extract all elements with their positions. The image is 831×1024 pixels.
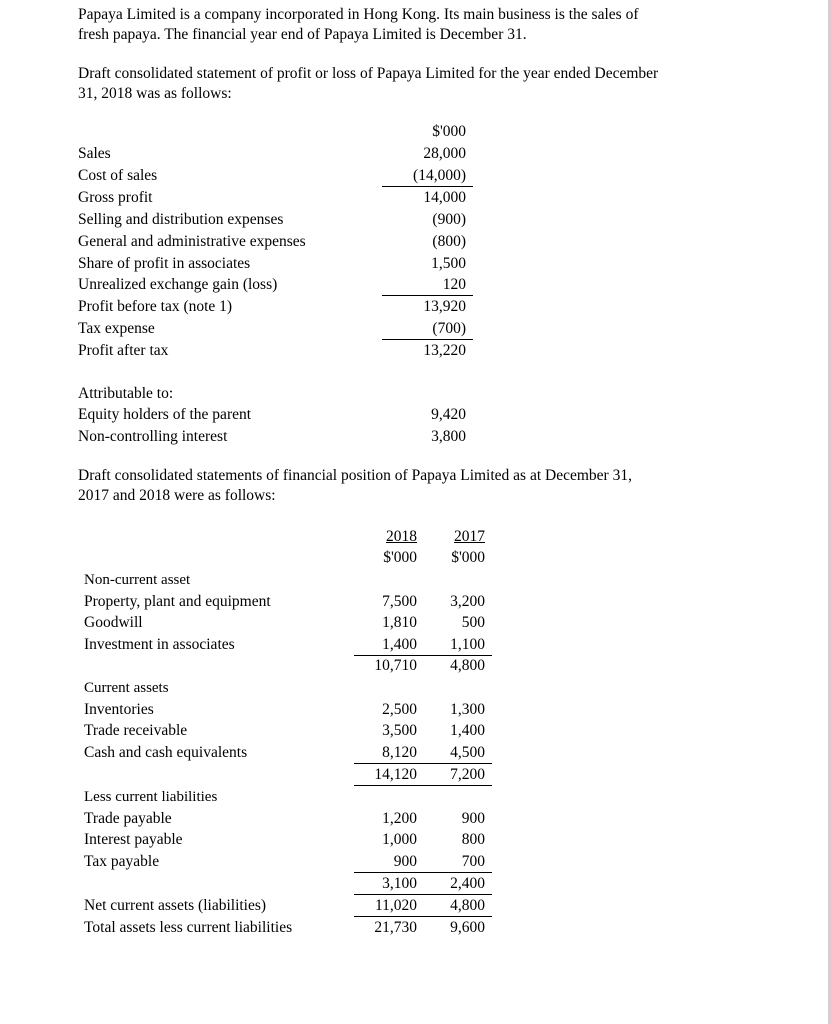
ca-label-cash: Cash and cash equivalents xyxy=(84,744,248,761)
attrib-label-nci: Non-controlling interest xyxy=(78,428,228,445)
pl-value-profit-after-tax: 13,220 xyxy=(423,342,466,359)
pl-label-gross-profit: Gross profit xyxy=(78,189,153,206)
cl-2017-tax-payable: 700 xyxy=(461,853,485,870)
fp-heading xyxy=(78,466,728,506)
attrib-value-parent: 9,420 xyxy=(431,406,466,423)
nca-2018-goodwill: 1,810 xyxy=(382,614,417,631)
attrib-value-nci: 3,800 xyxy=(431,428,466,445)
ca-2017-total: 7,200 xyxy=(450,766,485,783)
pl-label-cost-of-sales: Cost of sales xyxy=(78,167,158,184)
ca-label-receivable: Trade receivable xyxy=(84,722,188,739)
ca-2017-inventories: 1,300 xyxy=(450,701,485,718)
pl-subtotal-rule xyxy=(382,186,473,187)
nca-label-goodwill: Goodwill xyxy=(84,614,143,631)
nca-2018-associates: 1,400 xyxy=(382,636,417,653)
pl-label-exchange-gain: Unrealized exchange gain (loss) xyxy=(78,276,278,293)
ca-total-rule xyxy=(354,763,492,764)
pl-heading-line-1: Draft consolidated statement of profit or loss of Papaya Limited for the year ended December xyxy=(78,65,659,82)
ca-total-underline xyxy=(354,785,492,786)
nca-2017-associates: 1,100 xyxy=(450,636,485,653)
pl-unit-header: $'000 xyxy=(432,123,466,140)
net-2018-current-assets: 11,020 xyxy=(374,897,417,914)
cl-label-interest-payable: Interest payable xyxy=(84,831,183,848)
ca-label-inventories: Inventories xyxy=(84,701,154,718)
nca-2017-goodwill: 500 xyxy=(461,614,485,631)
nca-title: Non-current asset xyxy=(84,572,191,588)
intro-line-2: fresh papaya. The financial year end of Papaya Limited is December 31. xyxy=(78,26,527,43)
pl-value-cost-of-sales: (14,000) xyxy=(413,167,466,184)
nca-2018-ppe: 7,500 xyxy=(382,593,417,610)
pl-label-profit-before-tax: Profit before tax (note 1) xyxy=(78,298,233,315)
pl-value-gross-profit: 14,000 xyxy=(423,189,466,206)
attrib-label-parent: Equity holders of the parent xyxy=(78,406,252,423)
cl-total-underline xyxy=(354,894,492,895)
pl-label-profit-after-tax: Profit after tax xyxy=(78,342,169,359)
cl-2018-trade-payable: 1,200 xyxy=(382,810,417,827)
pl-subtotal-rule xyxy=(382,339,473,340)
pl-value-general-admin: (800) xyxy=(432,233,466,250)
fp-heading-line-1: Draft consolidated statements of financial position of Papaya Limited as at December 31, xyxy=(78,467,632,484)
fp-year-2018: 2018 xyxy=(386,528,417,545)
nca-2018-total: 10,710 xyxy=(374,657,417,674)
nca-2017-ppe: 3,200 xyxy=(450,593,485,610)
pl-label-share-of-profit: Share of profit in associates xyxy=(78,255,251,272)
cl-label-trade-payable: Trade payable xyxy=(84,810,172,827)
net-rule xyxy=(354,916,492,917)
fp-unit-2018: $'000 xyxy=(383,549,417,566)
pl-value-tax-expense: (700) xyxy=(432,320,466,337)
fp-heading-line-2: 2017 and 2018 were as follows: xyxy=(78,487,276,504)
net-label-current-assets: Net current assets (liabilities) xyxy=(84,897,267,914)
nca-label-associates: Investment in associates xyxy=(84,636,235,653)
cl-2017-trade-payable: 900 xyxy=(461,810,485,827)
pl-value-exchange-gain: 120 xyxy=(442,276,466,293)
ca-2018-inventories: 2,500 xyxy=(382,701,417,718)
cl-2017-total: 2,400 xyxy=(450,875,485,892)
attrib-title: Attributable to: xyxy=(78,385,174,402)
pl-label-general-admin: General and administrative expenses xyxy=(78,233,306,250)
ca-title: Current assets xyxy=(84,680,169,696)
fp-unit-2017: $'000 xyxy=(451,549,485,566)
pl-heading-line-2: 31, 2018 was as follows: xyxy=(78,85,232,102)
pl-value-profit-before-tax: 13,920 xyxy=(423,298,466,315)
ca-2017-cash: 4,500 xyxy=(450,744,485,761)
ca-2018-receivable: 3,500 xyxy=(382,722,417,739)
ca-2018-total: 14,120 xyxy=(374,766,417,783)
cl-2018-total: 3,100 xyxy=(382,875,417,892)
cl-2018-interest-payable: 1,000 xyxy=(382,831,417,848)
nca-label-ppe: Property, plant and equipment xyxy=(84,593,271,610)
cl-2017-interest-payable: 800 xyxy=(461,831,485,848)
intro-line-1: Papaya Limited is a company incorporated in Hong Kong. Its main business is the sales of xyxy=(78,6,639,23)
cl-total-rule xyxy=(354,872,492,873)
pl-value-selling-distribution: (900) xyxy=(432,211,466,228)
cl-2018-tax-payable: 900 xyxy=(393,853,417,870)
fp-year-2017: 2017 xyxy=(454,528,485,545)
intro-paragraph xyxy=(78,5,728,45)
net-label-total-assets: Total assets less current liabilities xyxy=(84,919,293,936)
pl-heading xyxy=(78,64,728,104)
pl-label-sales: Sales xyxy=(78,145,111,162)
cl-title: Less current liabilities xyxy=(84,789,218,805)
net-2017-current-assets: 4,800 xyxy=(450,897,485,914)
cl-label-tax-payable: Tax payable xyxy=(84,853,160,870)
net-2017-total-assets: 9,600 xyxy=(450,919,485,936)
pl-label-tax-expense: Tax expense xyxy=(78,320,155,337)
pl-value-sales: 28,000 xyxy=(423,145,466,162)
pl-label-selling-distribution: Selling and distribution expenses xyxy=(78,211,284,228)
nca-2017-total: 4,800 xyxy=(450,657,485,674)
net-2018-total-assets: 21,730 xyxy=(374,919,417,936)
pl-value-share-of-profit: 1,500 xyxy=(431,255,466,272)
ca-2018-cash: 8,120 xyxy=(382,744,417,761)
pl-subtotal-rule xyxy=(382,295,473,296)
ca-2017-receivable: 1,400 xyxy=(450,722,485,739)
